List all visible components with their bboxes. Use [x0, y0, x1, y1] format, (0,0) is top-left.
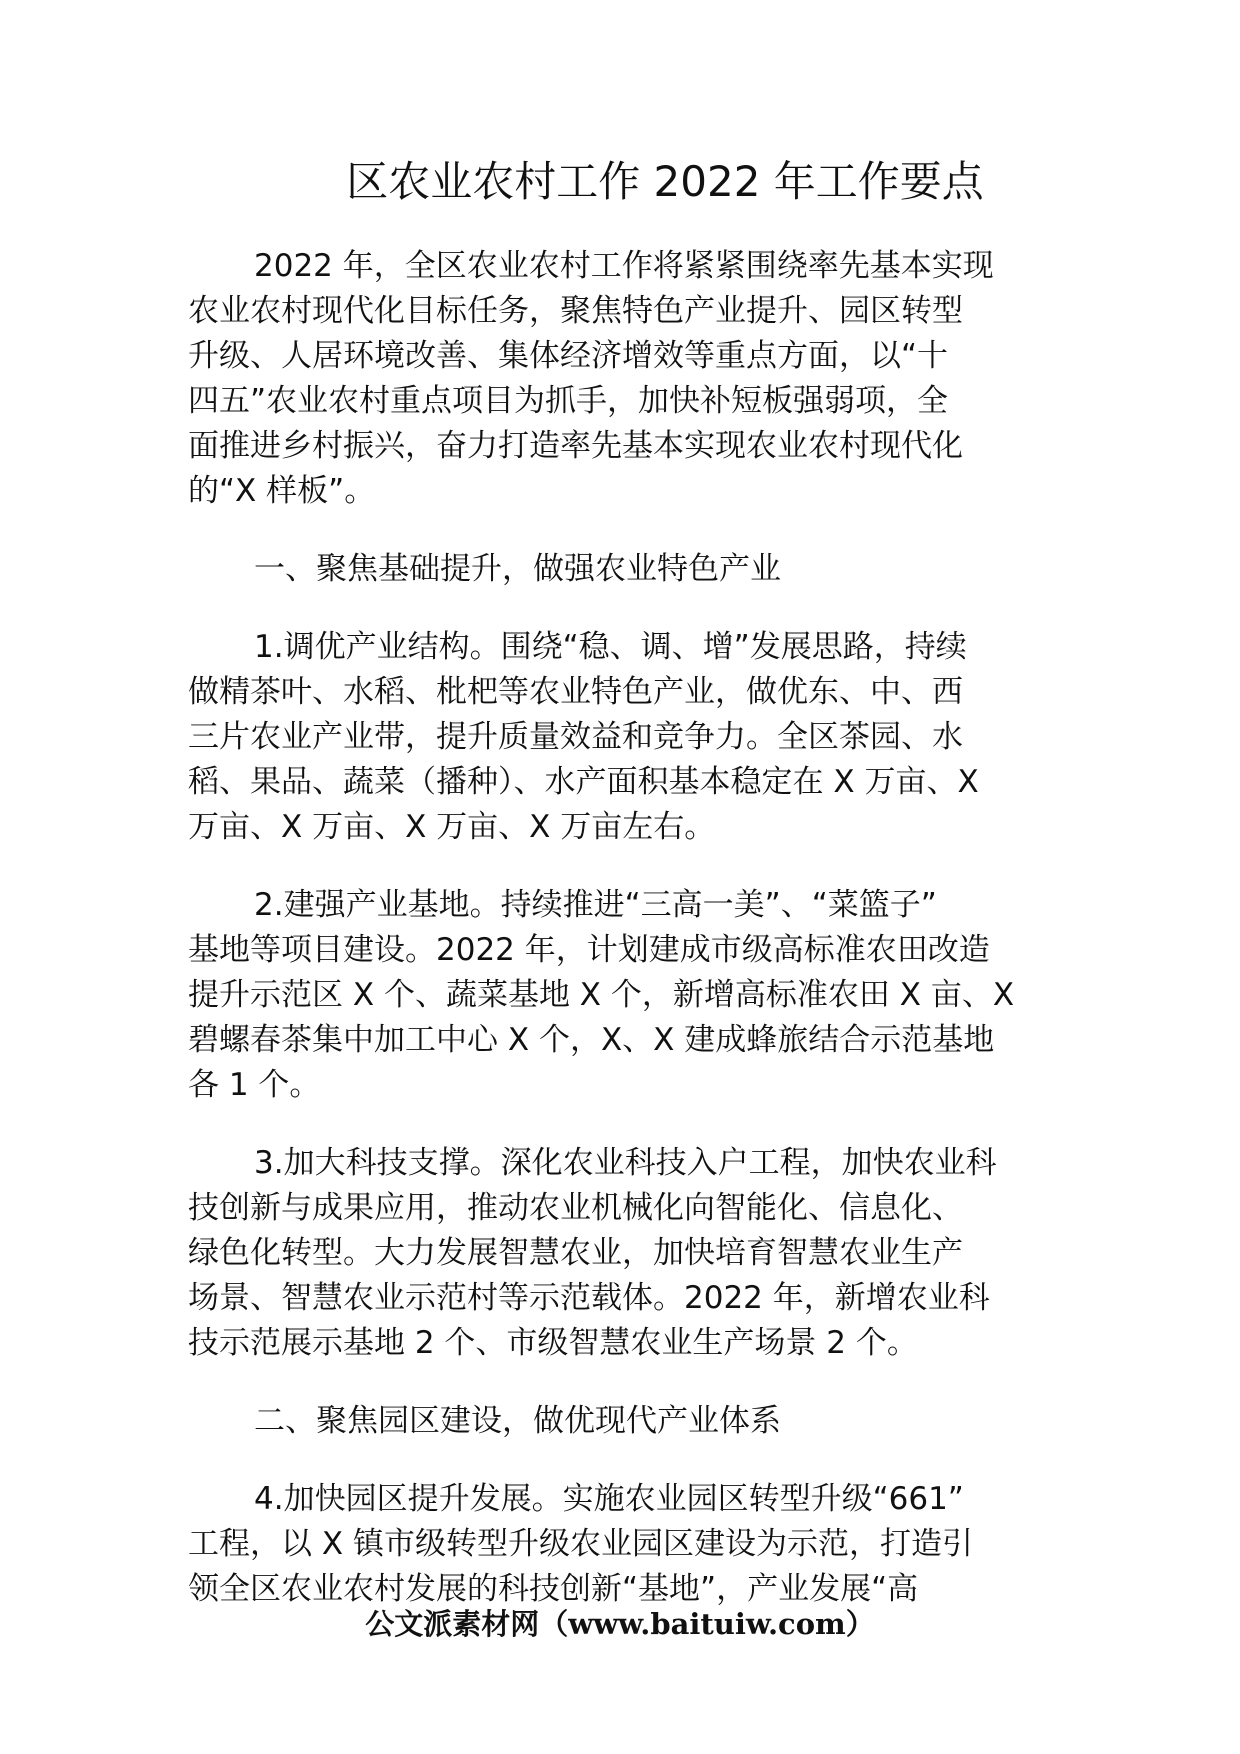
text-line: 4.加快园区提升发展。实施农业园区转型升级“661”	[254, 1481, 964, 1517]
paragraph-intro	[188, 244, 1062, 514]
text-line: 场景、智慧农业示范村等示范载体。2022 年，新增农业科	[188, 1280, 990, 1316]
heading-line: 二、聚焦园区建设，做优现代产业体系	[254, 1403, 781, 1439]
text-line: 稻、果品、蔬菜（播种）、水产面积基本稳定在 X 万亩、X	[188, 764, 979, 800]
paragraph-item-1	[188, 625, 1062, 850]
footer-watermark: 公文派素材网（www.baituiw.com）	[365, 1607, 875, 1641]
text-line: 四五”农业农村重点项目为抓手，加快补短板强弱项，全	[188, 383, 949, 419]
text-line: 技示范展示基地 2 个、市级智慧农业生产场景 2 个。	[188, 1325, 918, 1361]
heading-line: 一、聚焦基础提升，做强农业特色产业	[254, 551, 781, 587]
text-line: 工程，以 X 镇市级转型升级农业园区建设为示范，打造引	[188, 1526, 973, 1562]
text-line: 农业农村现代化目标任务，聚焦特色产业提升、园区转型	[188, 293, 963, 329]
text-line: 2022 年，全区农业农村工作将紧紧围绕率先基本实现	[254, 248, 994, 284]
paragraph-item-4	[188, 1477, 1062, 1612]
section-heading-1	[188, 547, 1062, 592]
text-line: 的“X 样板”。	[188, 473, 376, 509]
paragraph-item-2	[188, 883, 1062, 1108]
text-line: 三片农业产业带，提升质量效益和竞争力。全区茶园、水	[188, 719, 963, 755]
document-body	[188, 244, 1062, 1645]
section-heading-2	[188, 1399, 1062, 1444]
text-line: 面推进乡村振兴，奋力打造率先基本实现农业农村现代化	[188, 428, 963, 464]
text-line: 1.调优产业结构。围绕“稳、调、增”发展思路，持续	[254, 629, 967, 665]
text-line: 做精茶叶、水稻、枇杷等农业特色产业，做优东、中、西	[188, 674, 963, 710]
text-line: 2.建强产业基地。持续推进“三高一美”、“菜篮子”	[254, 887, 937, 923]
text-line: 万亩、X 万亩、X 万亩、X 万亩左右。	[188, 809, 716, 845]
text-line: 各 1 个。	[188, 1067, 321, 1103]
text-line: 碧螺春茶集中加工中心 X 个，X、X 建成蜂旅结合示范基地	[188, 1022, 995, 1058]
text-line: 绿色化转型。大力发展智慧农业，加快培育智慧农业生产	[188, 1235, 963, 1271]
document-title: 区农业农村工作 2022 年工作要点	[346, 157, 984, 206]
text-line: 3.加大科技支撑。深化农业科技入户工程，加快农业科	[254, 1145, 997, 1181]
text-line: 基地等项目建设。2022 年，计划建成市级高标准农田改造	[188, 932, 990, 968]
text-line: 领全区农业农村发展的科技创新“基地”，产业发展“高	[188, 1571, 919, 1607]
text-line: 提升示范区 X 个、蔬菜基地 X 个，新增高标准农田 X 亩、X	[188, 977, 1015, 1013]
text-line: 升级、人居环境改善、集体经济增效等重点方面，以“十	[188, 338, 949, 374]
paragraph-item-3	[188, 1141, 1062, 1366]
text-line: 技创新与成果应用，推动农业机械化向智能化、信息化、	[188, 1190, 963, 1226]
